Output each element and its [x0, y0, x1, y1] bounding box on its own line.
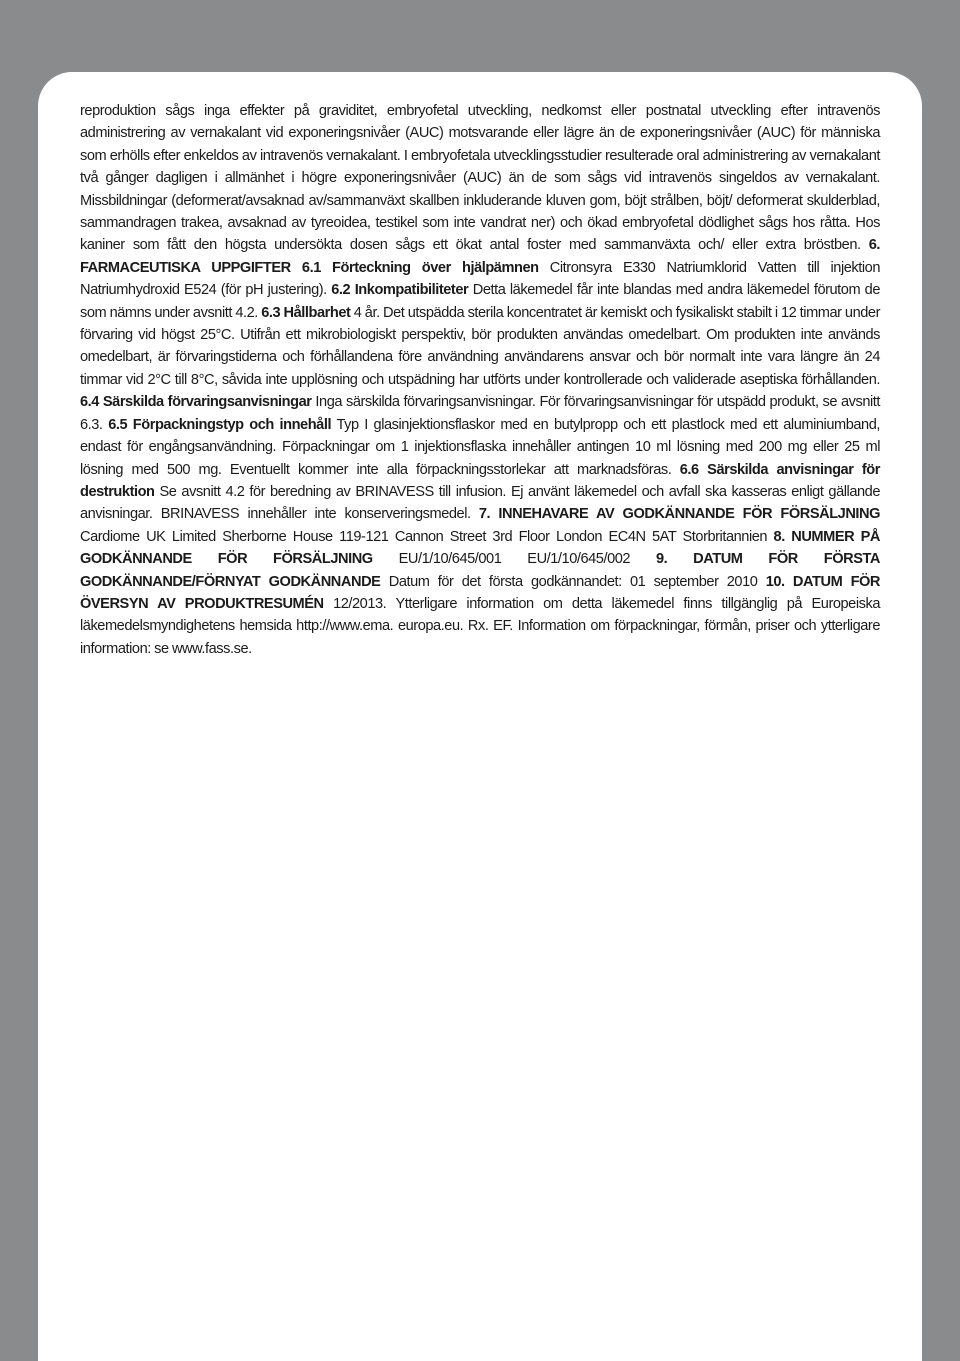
body-text-run: Inga särskilda förvaringsanvisningar. För förvaringsanvisningar för utspädd produkt, se avsnitt 6.3. [80, 394, 880, 433]
document-page [38, 72, 922, 1361]
body-text-run: reproduktion sågs inga effekter på graviditet, embryofetal utveckling, nedkomst eller postnatal utveckling efter intravenös administrering av vernakalant vid exponeringsnivåer (AUC) motsvarande eller lägre än de exponeringsnivåer (AUC) för människa som erhölls efter enkeldos av intravenös vernakalant. I embryofetala utvecklingsstudier resulterade oral administrering av vernakalant två gånger dagligen i allmänhet i högre exponeringsnivåer (AUC) än de som sågs vid intravenös singeldos av vernakalant. Missbildningar (deformerat/avsaknad av/sammanväxt skallben inkluderande kluven gom, böjt strålben, böjt/ deformerat skulderblad, sammandragen trakea, avsaknad av tyreoidea, testikel som inte vandrat ner) och ökad embryofetal dödlighet sågs hos råtta. Hos kaniner som fått den högsta undersökta dosen sågs ett ökat antal foster med sammanväxta och/ eller extra bröstben. [80, 103, 880, 254]
section-heading: 7. INNEHAVARE AV GODKÄNNANDE FÖR FÖRSÄLJNING [478, 506, 881, 523]
section-heading: 6.3 Hållbarhet [261, 304, 351, 321]
body-text [80, 100, 880, 660]
body-text-run: EU/1/10/645/001 EU/1/10/645/002 [372, 551, 656, 568]
section-heading: 6.4 Särskilda förvaringsanvisningar [80, 394, 312, 411]
section-heading: 6.6 Särskilda anvisningar för destruktion [80, 461, 880, 500]
body-text-run: 12/2013. Ytterligare information om detta läkemedel finns tillgänglig på Europeiska läkemedelsmyndighetens hemsida http://www.ema. europa.eu. Rx. EF. Information om förpackningar, förmån, priser och ytterligare information: se www.fass.se. [80, 595, 881, 657]
body-text-run: Cardiome UK Limited Sherborne House 119-121 Cannon Street 3rd Floor London EC4N 5AT Storbritannien [80, 528, 774, 545]
body-text-run: Detta läkemedel får inte blandas med andra läkemedel förutom de som nämns under avsnitt 4.2. [80, 282, 880, 321]
section-heading: 9. DATUM FÖR FÖRSTA GODKÄNNANDE/FÖRNYAT GODKÄNNANDE [80, 551, 880, 590]
section-heading: 10. DATUM FÖR ÖVERSYN AV PRODUKTRESUMÉN [80, 573, 881, 612]
body-text-run: Se avsnitt 4.2 för beredning av BRINAVESS till infusion. Ej använt läkemedel och avfall ska kasseras enligt gällande anvisningar. BRINAVESS innehåller inte konserveringsmedel. [80, 483, 880, 523]
section-heading: 6. FARMACEUTISKA UPPGIFTER 6.1 Förteckning över hjälpämnen [80, 237, 880, 276]
body-text-run: Datum för det första godkännandet: 01 september 2010 [380, 573, 766, 590]
body-text-run: Citronsyra E330 Natriumklorid Vatten till injektion Natriumhydroxid E524 (för pH justering). [80, 259, 880, 299]
section-heading: 8. NUMMER PÅ GODKÄNNANDE FÖR FÖRSÄLJNING [80, 528, 881, 568]
section-heading: 6.5 Förpackningstyp och innehåll [108, 416, 332, 433]
body-text-run: 4 år. Det utspädda sterila koncentratet är kemiskt och fysikaliskt stabilt i 12 timmar under förvaring vid högst 25°C. Utifrån ett mikrobiologiskt perspektiv, bör produkten användas omedelbart. Om produkten inte används omedelbart, är förvaringstiderna och förhållandena före användning användarens ansvar och bör normalt inte vara längre än 24 timmar vid 2°C till 8°C, såvida inte upplösning och utspädning har utförts under kontrollerade och validerade aseptiska förhållanden. [80, 304, 880, 388]
body-text-run: Typ I glasinjektionsflaskor med en butylpropp och ett plastlock med ett aluminiumband, endast för engångsanvändning. Förpackningar om 1 injektionsflaska innehåller antingen 10 ml lösning med 200 mg eller 25 ml lösning med 500 mg. Eventuellt kommer inte alla förpackningsstorlekar att marknadsföras. [80, 416, 880, 478]
section-heading: 6.2 Inkompatibiliteter [331, 282, 469, 299]
